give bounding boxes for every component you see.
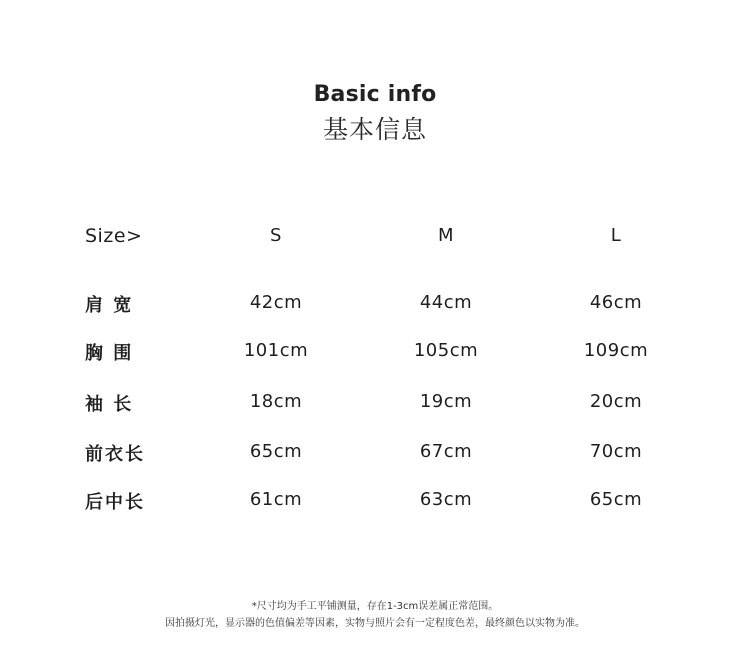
row-value: 105cm bbox=[413, 340, 479, 361]
title-chinese: 基本信息 bbox=[322, 115, 427, 144]
row-value: 70cm bbox=[589, 441, 643, 462]
color-disclaimer-note: 因拍摄灯光，显示器的色值偏差等因素，实物与照片会有一定程度色差，最终颜色以实物为准。 bbox=[165, 618, 585, 629]
row-value: 63cm bbox=[419, 489, 473, 510]
row-label-chest: 胸 围 bbox=[85, 343, 134, 364]
row-value: 46cm bbox=[589, 292, 643, 313]
size-header-label: Size> bbox=[85, 225, 143, 247]
row-value: 42cm bbox=[249, 292, 303, 313]
size-header-s: S bbox=[270, 225, 282, 246]
size-header-l: L bbox=[610, 225, 622, 246]
size-header-m: M bbox=[437, 225, 455, 246]
row-label-front-length: 前衣长 bbox=[85, 444, 145, 465]
row-label-back-length: 后中长 bbox=[85, 492, 145, 513]
row-value: 65cm bbox=[589, 489, 643, 510]
row-value: 18cm bbox=[249, 391, 303, 412]
title-english: Basic info bbox=[313, 82, 437, 107]
row-value: 61cm bbox=[249, 489, 303, 510]
row-value: 19cm bbox=[419, 391, 473, 412]
row-value: 67cm bbox=[419, 441, 473, 462]
row-value: 65cm bbox=[249, 441, 303, 462]
row-value: 101cm bbox=[243, 340, 309, 361]
row-label-sleeve: 袖 长 bbox=[85, 394, 134, 415]
row-value: 20cm bbox=[589, 391, 643, 412]
row-label-shoulder: 肩 宽 bbox=[85, 295, 134, 316]
measurement-note: *尺寸均为手工平铺测量，存在1-3cm误差属正常范围。 bbox=[251, 601, 499, 612]
row-value: 44cm bbox=[419, 292, 473, 313]
row-value: 109cm bbox=[583, 340, 649, 361]
